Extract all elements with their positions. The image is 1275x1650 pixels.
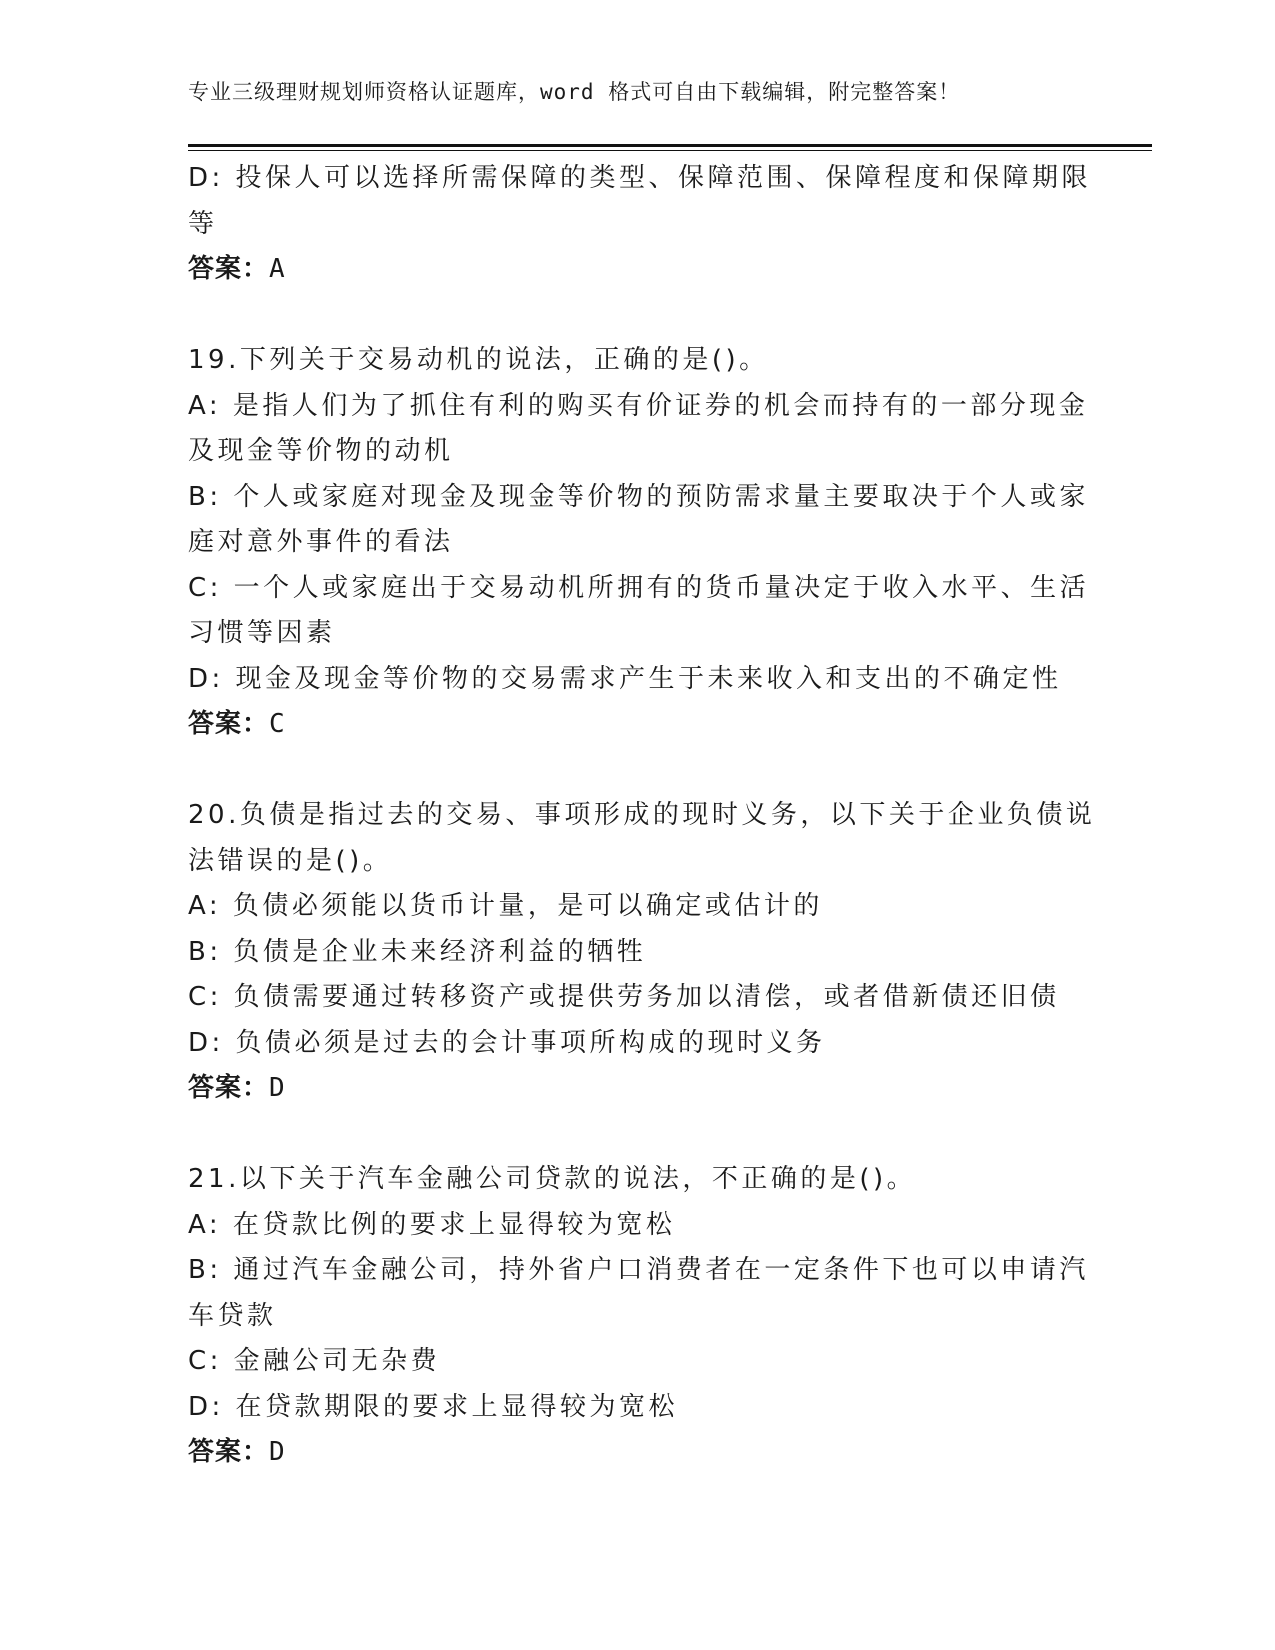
header-rule-thin [188,150,1152,151]
option-c-line: C: 负债需要通过转移资产或提供劳务加以清偿，或者借新债还旧债 [188,982,1060,1012]
spacer [188,1112,1068,1158]
question-block-continued [188,156,1092,293]
header-rule-thick [188,144,1152,147]
page-header: 专业三级理财规划师资格认证题库，word 格式可自由下载编辑，附完整答案！ [188,80,961,104]
answer-label: 答案： [188,1437,270,1467]
answer-value: D [269,1073,289,1103]
answer-label: 答案： [188,709,270,739]
option-d-line: D: 负债必须是过去的会计事项所构成的现时义务 [188,1027,826,1058]
question-text: 20.负债是指过去的交易、事项形成的现时义务，以下关于企业负债说 [188,800,1096,830]
answer-label: 答案： [188,1073,270,1103]
spacer [188,293,1068,339]
question-text: 19.下列关于交易动机的说法，正确的是()。 [188,345,769,375]
option-a-line: A: 在贷款比例的要求上显得较为宽松 [188,1209,676,1240]
option-c-line: C: 一个人或家庭出于交易动机所拥有的货币量决定于收入水平、生活 [188,572,1090,603]
option-a-line-wrap: 及现金等价物的动机 [188,436,454,466]
question-text: 21.以下关于汽车金融公司贷款的说法，不正确的是()。 [188,1164,917,1194]
answer-value: C [269,709,289,739]
option-b-line: B: 个人或家庭对现金及现金等价物的预防需求量主要取决于个人或家 [188,481,1089,512]
option-b-line-wrap: 庭对意外事件的看法 [188,527,454,557]
option-c-line-wrap: 习惯等因素 [188,618,336,648]
answer-line [188,702,1068,748]
answer-line [188,1066,1068,1112]
question-block-21 [188,1157,1089,1476]
option-d-line: D: 在贷款期限的要求上显得较为宽松 [188,1391,679,1422]
option-d-line-wrap: 等 [188,208,218,239]
question-block-19 [188,338,1090,748]
option-a-line: A: 是指人们为了抓住有利的购买有价证券的机会而持有的一部分现金 [188,390,1089,421]
document-body [188,156,1096,1476]
option-c-line: C: 金融公司无杂费 [188,1346,441,1376]
option-d-line: D: 现金及现金等价物的交易需求产生于未来收入和支出的不确定性 [188,663,1062,694]
option-a-line: A: 负债必须能以货币计量，是可以确定或估计的 [188,891,823,921]
answer-value: D [269,1437,289,1467]
answer-line [188,1430,1068,1476]
option-d-line: D: 投保人可以选择所需保障的类型、保障范围、保障程度和保障期限 [188,163,1092,193]
option-b-line: B: 负债是企业未来经济利益的牺牲 [188,936,647,967]
option-b-line: B: 通过汽车金融公司，持外省户口消费者在一定条件下也可以申请汽 [188,1255,1089,1285]
answer-value: A [269,254,289,284]
answer-label: 答案： [188,254,270,284]
spacer [188,748,1068,794]
question-block-20 [188,793,1096,1112]
answer-line [188,247,1068,293]
option-b-line-wrap: 车贷款 [188,1300,277,1331]
question-text-wrap: 法错误的是()。 [188,845,393,876]
